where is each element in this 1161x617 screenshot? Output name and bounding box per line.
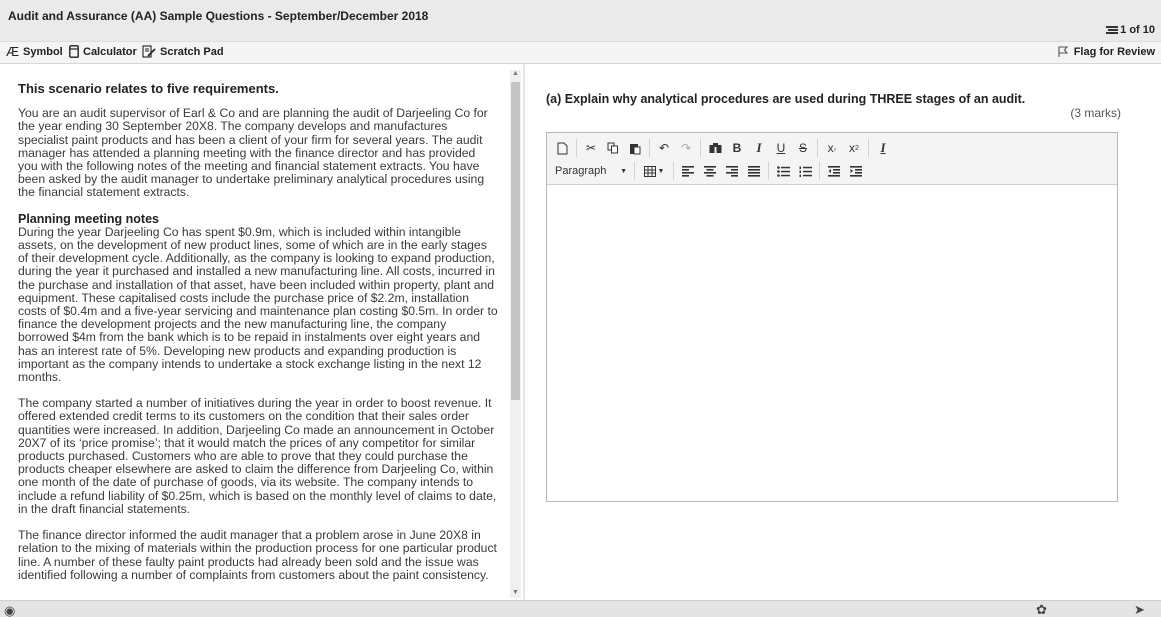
undo-icon[interactable]: ↶: [658, 141, 670, 155]
scratch-pad-button[interactable]: [142, 45, 224, 58]
symbol-icon: Æ: [6, 44, 19, 59]
scroll-down-icon[interactable]: ▼: [512, 589, 519, 596]
flag-for-review-label: Flag for Review: [1073, 45, 1155, 58]
planning-notes-paragraph-3: The finance director informed the audit manager that a problem arose in June 20X8 in relation to the mixing of materials within the production process for one particular product line. A number of these faulty paint products had already been sold and the issue was identified following a number of complaints from customers about the paint consistency.: [18, 528, 497, 582]
flag-icon: [1057, 45, 1070, 58]
planning-notes-heading: Planning meeting notes: [18, 211, 159, 226]
planning-notes-paragraph-2: The company started a number of initiatives during the year in order to boost revenue. It offered extended credit terms to its customers on the condition that their sales order quantities were increased. In addition, Darjeeling Co made an announcement in October 20X7 of its ‘price promise’; that it would match the prices of any competitor for similar products purchased. Customers who are able to prove that they could purchase the products cheaper elsewhere are asked to claim the difference from Darjeeling Co, within one month of the date of purchase of goods, via its website. The company intends to include a refund liability of $0.25m, which is based on the monthly level of claims to date, in the draft financial statements.: [18, 396, 497, 516]
copy-icon[interactable]: [602, 138, 624, 158]
align-left-icon[interactable]: [677, 161, 699, 181]
paragraph-format-value: Paragraph: [555, 165, 607, 177]
toolbar-divider: [673, 162, 674, 180]
answer-text-area[interactable]: [547, 186, 1117, 501]
symbol-label: Symbol: [23, 46, 63, 58]
question-counter: [1105, 24, 1155, 36]
chevron-down-icon: ▼: [657, 167, 665, 175]
scrollbar-thumb[interactable]: [511, 82, 520, 400]
align-center-icon[interactable]: [699, 161, 721, 181]
superscript-label: x: [849, 141, 856, 155]
scenario-intro: You are an audit supervisor of Earl & Co and are planning the audit of Darjeeling Co for the year ending 30 September 20X8. The company develops and manufactures specialist paint products and has been a client of your firm for several years. The audit manager has attended a planning meeting with the finance director and has provided you with the following notes of the meeting and financial statement extracts. You have been asked by the audit manager to undertake preliminary analytical procedures using the financial statement extracts.: [18, 106, 488, 200]
answer-editor: [546, 132, 1118, 502]
find-replace-icon[interactable]: [704, 138, 726, 158]
cut-icon[interactable]: ✂: [585, 141, 597, 155]
scratch-pad-label: Scratch Pad: [160, 45, 224, 58]
toolbar-divider: [868, 139, 869, 157]
scenario-scrollbar[interactable]: [510, 70, 521, 598]
insert-table-button[interactable]: [638, 161, 670, 181]
title-bar: [0, 0, 1161, 42]
chevron-down-icon: ▼: [620, 167, 627, 175]
pane-splitter[interactable]: [523, 64, 525, 600]
scenario-heading: This scenario relates to five requirements.: [18, 81, 279, 96]
redo-icon[interactable]: ↷: [680, 141, 692, 155]
scroll-up-icon[interactable]: ▲: [512, 70, 519, 77]
indent-icon[interactable]: [845, 161, 867, 181]
scratch-pad-icon: [142, 45, 156, 58]
toolbar-divider: [700, 139, 701, 157]
planning-notes-paragraph-1: During the year Darjeeling Co has spent $0.9m, which is included within intangible assets, on the development of new product lines, some of which are in the early stages of their development cycle. Additionally, as the company is looking to expand production, during the year it purchased and installed a new manufacturing line. All costs, incurred in the purchase and installation of that asset, have been included within property, plant and equipment. These capitalised costs include the purchase price of $2.2m, installation costs of $0.4m and a five-year servicing and maintenance plan costing $0.5m. In order to finance the development projects and the new manufacturing line, the company borrowed $4m from the bank which is to be repaid in instalments over eight years and has an interest rate of 5%. Developing new products and expanding production is important as the company intends to undertake a stock exchange listing in the next 12 months.: [18, 224, 498, 385]
table-icon: [644, 166, 656, 177]
exam-toolbar: [0, 42, 1161, 64]
help-icon[interactable]: ◉: [4, 603, 16, 617]
strikethrough-button[interactable]: S: [798, 141, 807, 155]
subscript-button[interactable]: x ₂: [827, 141, 837, 155]
subscript-label: x: [827, 141, 834, 155]
bold-button[interactable]: B: [732, 141, 742, 155]
align-right-icon[interactable]: [721, 161, 743, 181]
flag-for-review-button[interactable]: [1057, 45, 1155, 58]
next-arrow-icon[interactable]: ➤: [1134, 602, 1145, 617]
question-counter-text: 1 of 10: [1120, 24, 1155, 36]
outdent-icon[interactable]: [823, 161, 845, 181]
align-justify-icon[interactable]: [743, 161, 765, 181]
underline-button[interactable]: U: [776, 141, 786, 155]
calculator-label: Calculator: [83, 45, 137, 58]
toolbar-divider: [576, 139, 577, 157]
editor-toolbar: [547, 133, 1117, 185]
italic-button[interactable]: I: [756, 140, 762, 155]
paragraph-format-select[interactable]: [551, 162, 631, 180]
question-marks: (3 marks): [1070, 106, 1121, 120]
exam-title: Audit and Assurance (AA) Sample Questions - September/December 2018: [8, 9, 429, 23]
calculator-icon: [69, 45, 79, 58]
numbered-list-icon[interactable]: [794, 161, 816, 181]
toolbar-divider: [634, 162, 635, 180]
calculator-button[interactable]: [69, 45, 137, 58]
clear-formatting-button[interactable]: I: [880, 140, 886, 155]
superscript-button[interactable]: x 2: [849, 141, 859, 155]
toolbar-divider: [649, 139, 650, 157]
toolbar-divider: [768, 162, 769, 180]
symbol-button[interactable]: [6, 45, 63, 59]
new-document-icon[interactable]: [551, 138, 573, 158]
scenario-pane: [4, 70, 510, 598]
toolbar-divider: [819, 162, 820, 180]
navigator-icon[interactable]: ✿: [1036, 602, 1047, 617]
bullet-list-icon[interactable]: [772, 161, 794, 181]
paste-icon[interactable]: [624, 138, 646, 158]
navigation-bar: [0, 600, 1161, 617]
toolbar-divider: [817, 139, 818, 157]
question-list-icon: [1105, 25, 1119, 35]
question-text: (a) Explain why analytical procedures are used during THREE stages of an audit.: [546, 92, 1026, 106]
